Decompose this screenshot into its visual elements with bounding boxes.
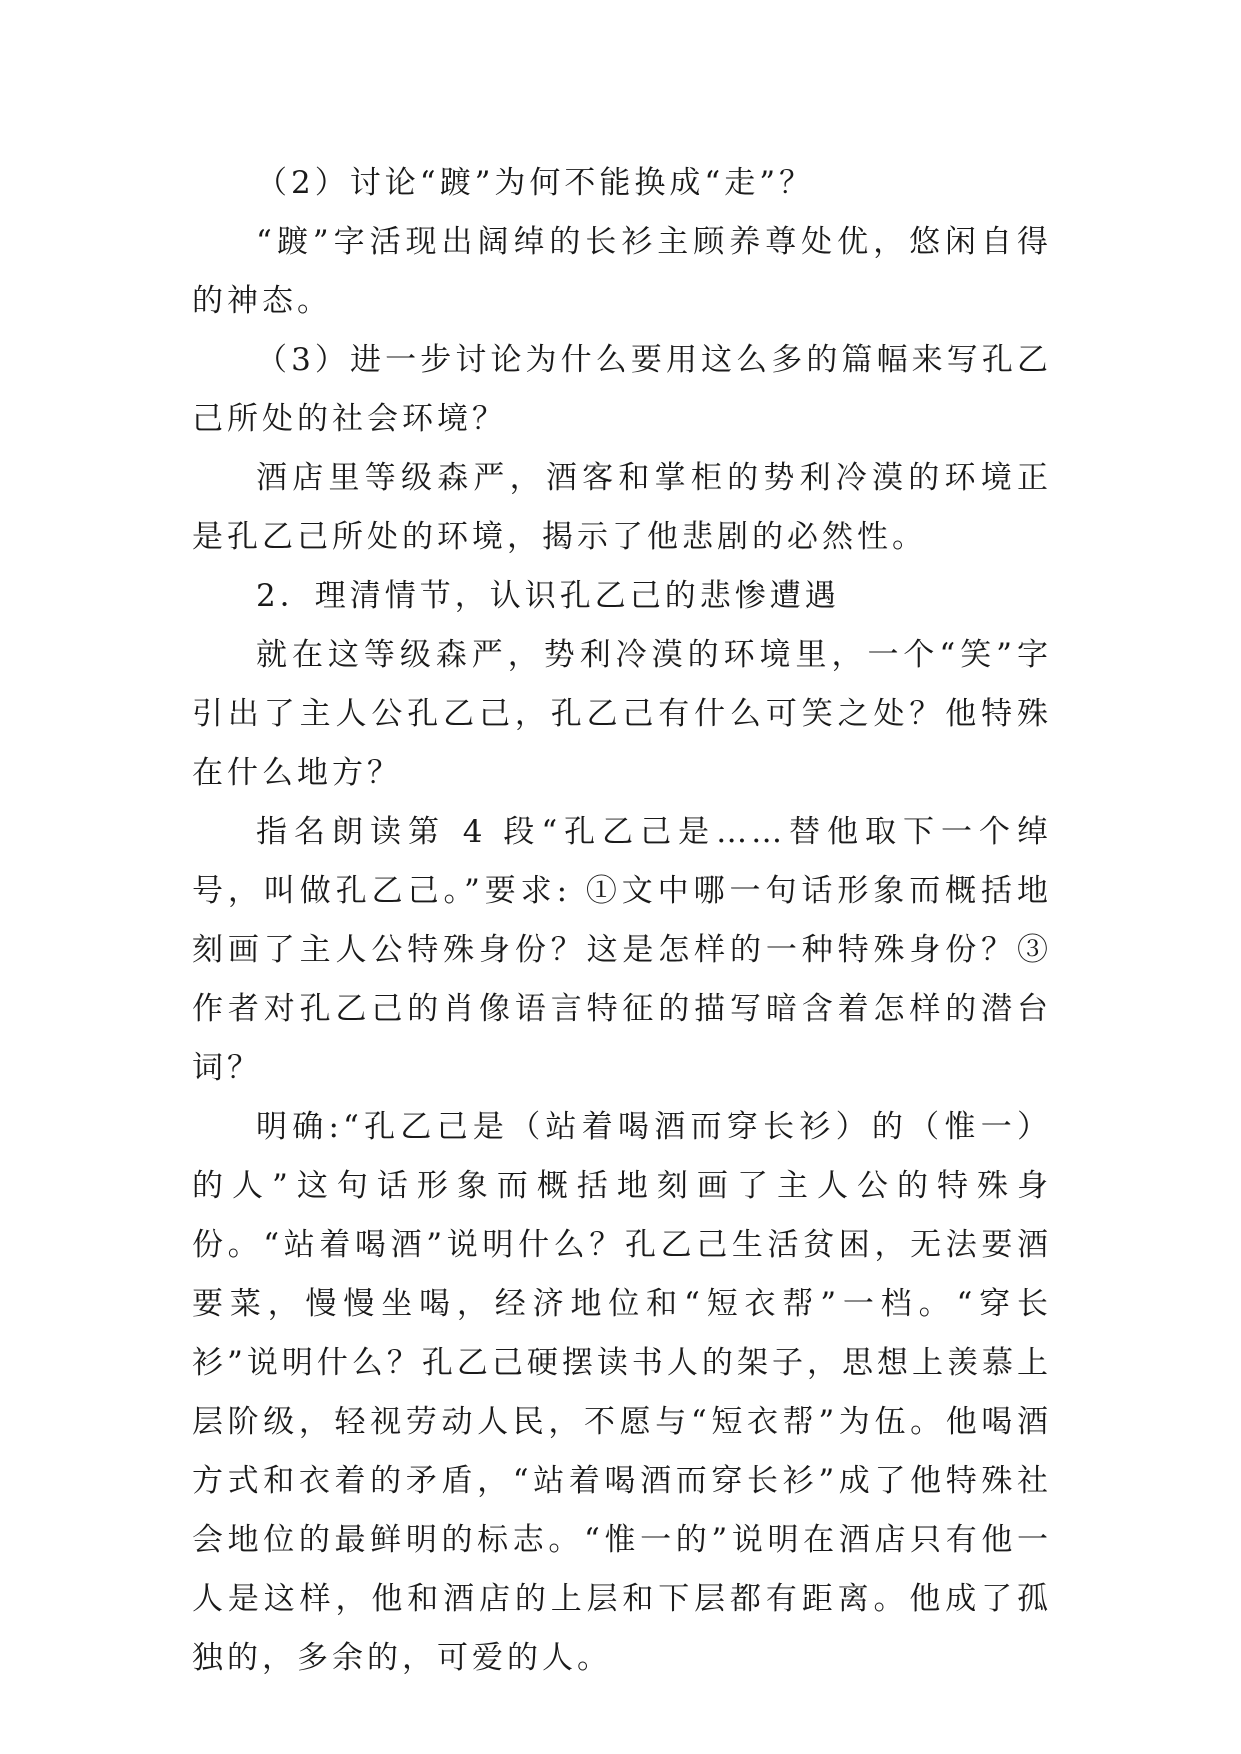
paragraph-answer-3: 酒店里等级森严，酒客和掌柜的势利冷漠的环境正是孔乙己所处的环境，揭示了他悲剧的必然性。 bbox=[192, 460, 1052, 555]
document-body bbox=[192, 154, 1052, 1688]
paragraph-plot-intro: 就在这等级森严，势利冷漠的环境里，一个“笑”字引出了主人公孔乙己，孔乙己有什么可笑之处？他特殊在什么地方？ bbox=[192, 637, 1052, 791]
paragraph-discussion-2: （2）讨论“踱”为何不能换成“走”？ bbox=[256, 165, 815, 201]
paragraph-reading-task: 指名朗读第 4 段“孔乙己是……替他取下一个绰号，叫做孔乙己。”要求: ①文中哪一句话形象而概括地刻画了主人公特殊身份？这是怎样的一种特殊身份？③作者对孔乙己的肖像语言特征的描写暗含着怎样的潜台词？ bbox=[192, 814, 1052, 1086]
section-heading-2: 2．理清情节，认识孔乙己的悲惨遭遇 bbox=[256, 578, 840, 614]
paragraph-answer-2: “踱”字活现出阔绰的长衫主顾养尊处优，悠闲自得的神态。 bbox=[192, 224, 1052, 319]
paragraph-discussion-3: （3）进一步讨论为什么要用这么多的篇幅来写孔乙己所处的社会环境？ bbox=[192, 342, 1052, 437]
paragraph-clarification: 明确:“孔乙己是（站着喝酒而穿长衫）的（惟一）的人”这句话形象而概括地刻画了主人公的特殊身份。“站着喝酒”说明什么？孔乙己生活贫困，无法要酒要菜，慢慢坐喝，经济地位和“短衣帮”一档。“穿长衫”说明什么？孔乙己硬摆读书人的架子，思想上羡慕上层阶级，轻视劳动人民，不愿与“短衣帮”为伍。他喝酒方式和衣着的矛盾，“站着喝酒而穿长衫”成了他特殊社会地位的最鲜明的标志。“惟一的”说明在酒店只有他一人是这样，他和酒店的上层和下层都有距离。他成了孤独的，多余的，可爱的人。 bbox=[192, 1109, 1052, 1676]
